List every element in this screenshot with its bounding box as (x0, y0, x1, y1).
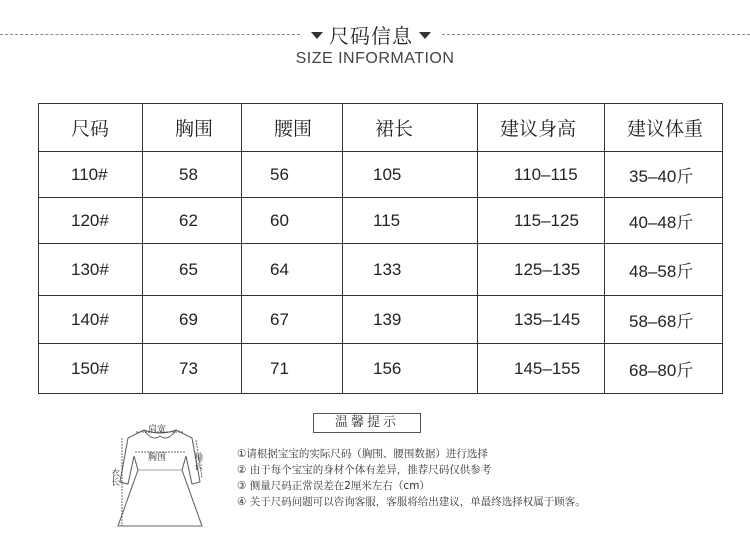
header-divider-right (442, 34, 750, 35)
triangle-down-icon (419, 32, 431, 39)
title-chinese: 尺码信息 (329, 24, 413, 48)
cell-size: 150# (39, 344, 143, 394)
note-item: ② 由于每个宝宝的身材个体有差异，推荐尺码仅供参考 (237, 464, 492, 476)
cell-height: 145–155 (478, 344, 605, 394)
label-chest: 胸围 (148, 453, 167, 463)
cell-waist: 60 (242, 198, 343, 244)
table-header-row (39, 104, 723, 152)
label-shoulder: 肩宽 (148, 425, 167, 435)
cell-skirt-length: 156 (343, 344, 478, 394)
cell-height: 110–115 (478, 152, 605, 198)
table-row (39, 198, 723, 244)
header-cell-height: 建议身高 (478, 104, 605, 152)
label-sleeve: 袖长 (192, 452, 202, 470)
note-item: ④ 关于尺码问题可以咨询客服，客服将给出建议，单最终选择权属于顾客。 (237, 496, 586, 508)
cell-waist: 56 (242, 152, 343, 198)
table-row (39, 152, 723, 198)
label-length: 衣长 (109, 468, 119, 486)
cell-size: 110# (39, 152, 143, 198)
cell-height: 135–145 (478, 296, 605, 344)
tips-notes (237, 446, 637, 510)
cell-size: 120# (39, 198, 143, 244)
table-row (39, 296, 723, 344)
header-cell-waist: 腰围 (242, 104, 343, 152)
cell-weight: 68–80斤 (605, 344, 723, 394)
cell-waist: 71 (242, 344, 343, 394)
cell-weight: 58–68斤 (605, 296, 723, 344)
cell-height: 115–125 (478, 198, 605, 244)
section-title (300, 20, 442, 49)
note-item: ①请根据宝宝的实际尺码（胸围、腰围数据）进行选择 (237, 448, 488, 460)
tips-title: 温馨提示 (313, 413, 421, 433)
table-row (39, 344, 723, 394)
header-cell-size: 尺码 (39, 104, 143, 152)
size-table (38, 103, 723, 394)
cell-chest: 62 (143, 198, 242, 244)
cell-size: 130# (39, 244, 143, 296)
cell-weight: 48–58斤 (605, 244, 723, 296)
cell-skirt-length: 105 (343, 152, 478, 198)
dress-outline-icon (108, 422, 212, 532)
cell-weight: 35–40斤 (605, 152, 723, 198)
header-cell-skirt-length: 裙长 (343, 104, 478, 152)
cell-chest: 58 (143, 152, 242, 198)
cell-waist: 67 (242, 296, 343, 344)
dress-measurement-diagram (108, 422, 212, 532)
title-english: SIZE INFORMATION (295, 50, 455, 67)
triangle-down-icon (311, 32, 323, 39)
cell-weight: 40–48斤 (605, 198, 723, 244)
header-divider-left (0, 34, 300, 35)
cell-chest: 73 (143, 344, 242, 394)
cell-chest: 69 (143, 296, 242, 344)
header-cell-chest: 胸围 (143, 104, 242, 152)
note-item: ③ 侧量尺码正常误差在2厘米左右（cm） (237, 480, 430, 492)
table-row (39, 244, 723, 296)
cell-size: 140# (39, 296, 143, 344)
cell-waist: 64 (242, 244, 343, 296)
cell-chest: 65 (143, 244, 242, 296)
header-cell-weight: 建议体重 (605, 104, 723, 152)
cell-height: 125–135 (478, 244, 605, 296)
cell-skirt-length: 115 (343, 198, 478, 244)
cell-skirt-length: 133 (343, 244, 478, 296)
cell-skirt-length: 139 (343, 296, 478, 344)
